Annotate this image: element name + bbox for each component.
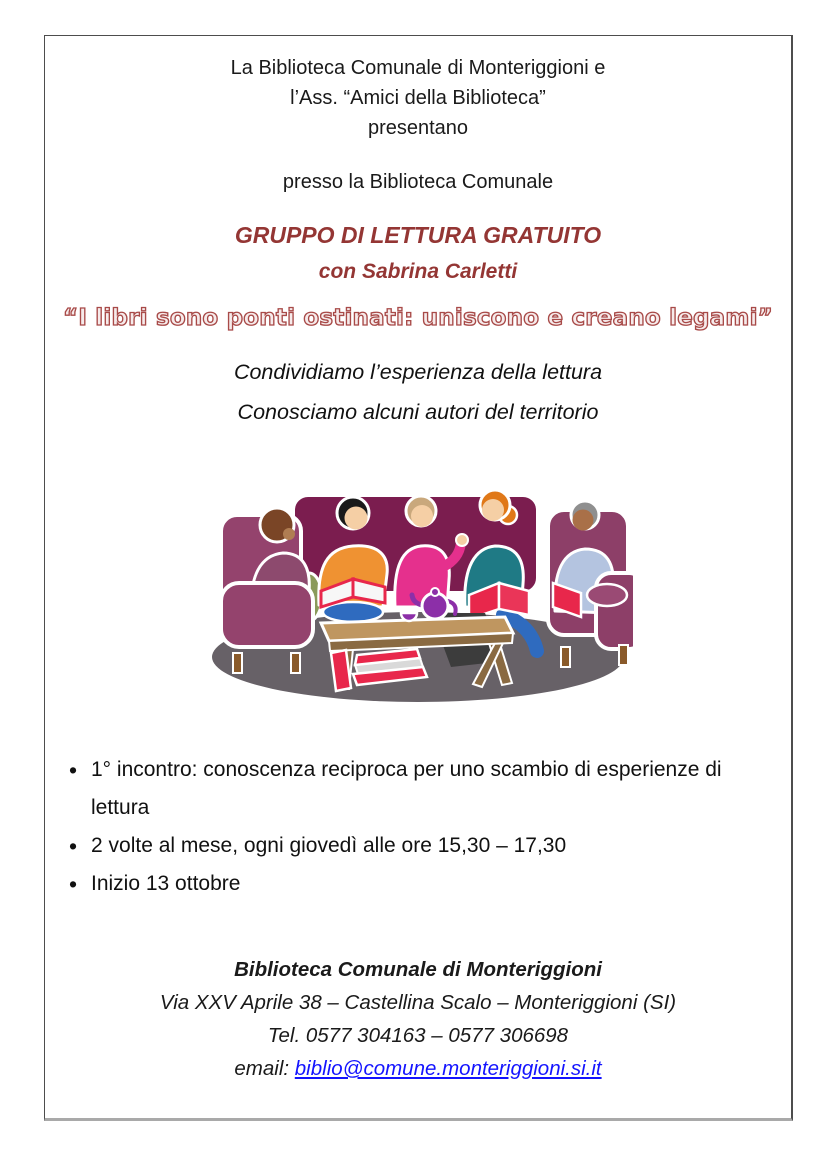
list-item-start-date: • Inizio 13 ottobre (69, 865, 749, 903)
email-line (45, 1052, 791, 1085)
subtitle-authors: Conosciamo alcuni autori del territorio (237, 400, 599, 424)
library-address: Via XXV Aprile 38 – Castellina Scalo – Monteriggioni (SI) (159, 991, 677, 1014)
reading-group-illustration (203, 455, 633, 705)
motto-quote: “I libri sono ponti ostinati: uniscono e creano legami” (63, 305, 773, 331)
list-item-schedule: • 2 volte al mese, ogni giovedì alle ore 15,30 – 17,30 (69, 827, 749, 865)
venue-line: presso la Biblioteca Comunale (282, 171, 554, 193)
event-host: con Sabrina Carletti (318, 260, 518, 283)
presenter-line-2: l’Ass. “Amici della Biblioteca” (290, 87, 546, 109)
reading-group-clipart-svg (203, 455, 633, 705)
library-phone: Tel. 0577 304163 – 0577 306698 (267, 1024, 569, 1047)
info-list (45, 751, 791, 903)
email-link[interactable]: biblio@comune.monteriggioni.si.it (294, 1057, 602, 1080)
contact-footer (45, 953, 791, 1085)
list-item-first-meeting: • 1° incontro: conoscenza reciproca per uno scambio di esperienze di lettura (69, 751, 749, 827)
event-title: GRUPPO DI LETTURA GRATUITO (234, 222, 602, 248)
presenter-line-3: presentano (367, 117, 469, 139)
email-label: email: (234, 1057, 290, 1080)
library-name: Biblioteca Comunale di Monteriggioni (234, 958, 602, 981)
presenter-line-1: La Biblioteca Comunale di Monteriggioni e (230, 57, 606, 79)
flyer-page-border (44, 35, 793, 1121)
subtitle-share: Condividiamo l’esperienza della lettura (233, 360, 603, 384)
